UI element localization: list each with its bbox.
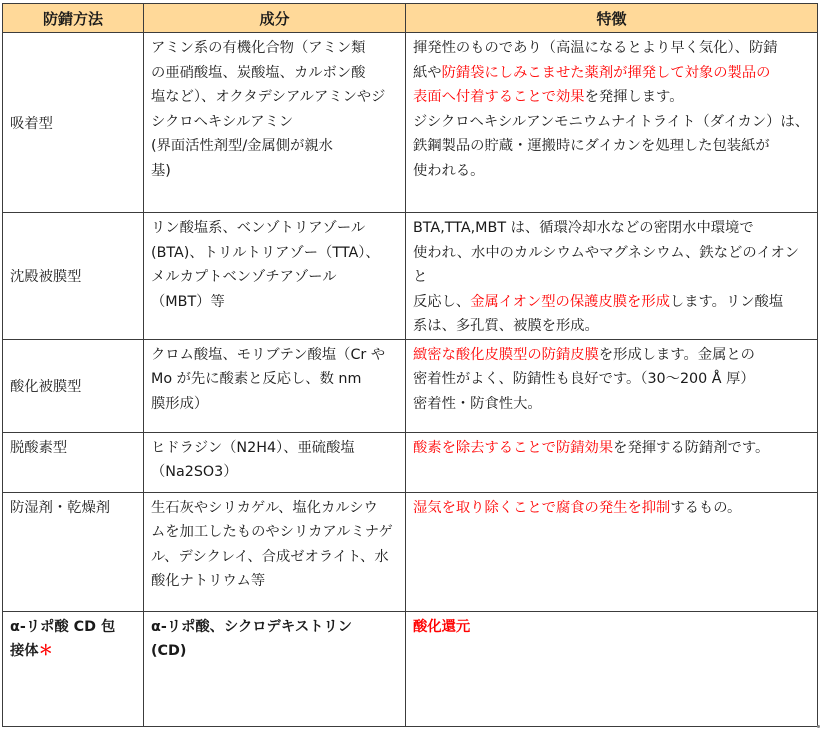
header-component: 成分: [144, 4, 406, 33]
component-line: 塩など）、オクタデシアルアミンやジ: [151, 89, 386, 105]
method-cell: 酸化被膜型: [3, 339, 144, 432]
header-method: 防錆方法: [3, 4, 144, 33]
component-line: α-リポ酸、シクロデキストリン: [151, 618, 353, 635]
feature-line: 系は、多孔質、被膜を形成。: [413, 318, 599, 334]
feature-cell: [406, 611, 818, 727]
feature-text: 紙や: [413, 64, 442, 81]
feature-line: 揮発性のものであり（高温になるとより早く気化）、防錆: [413, 40, 778, 56]
component-cell: [144, 492, 406, 611]
component-line: (CD): [151, 643, 187, 659]
feature-line: 密着性がよく、防錆性も良好です。（30～200 Å 厚）: [413, 371, 755, 387]
feature-line: [413, 85, 811, 110]
feature-highlight: 防錆袋にしみこませた薬剤が揮発して対象の製品の: [441, 64, 771, 81]
component-line: (界面活性剤型/金属側が親水: [151, 138, 333, 154]
component-line: ヒドラジン（N2H4）、亜硫酸塩: [151, 439, 355, 456]
feature-cell: [406, 432, 818, 492]
method-cell: 防湿剤・乾燥剤: [3, 492, 144, 611]
feature-text: を形成します。金属との: [598, 346, 755, 363]
feature-text: 反応し、: [413, 293, 471, 310]
method-cell: [3, 611, 144, 727]
table-row: [3, 492, 818, 611]
component-line: （MBT）等: [151, 293, 225, 310]
feature-cell: [406, 213, 818, 340]
component-line: 基): [151, 162, 171, 179]
feature-line: ジシクロヘキシルアンモニウムナイトライト（ダイカン）は、: [413, 113, 810, 130]
component-cell: [144, 611, 406, 727]
header-row: [3, 4, 818, 33]
feature-line: [413, 61, 811, 86]
feature-highlight: 表面へ付着することで効果: [413, 89, 585, 105]
feature-highlight: 金属イオン型の保護皮膜を形成: [470, 293, 670, 310]
method-cell: 沈殿被膜型: [3, 213, 144, 340]
feature-line: 使われ、水中のカルシウムやマグネシウム、鉄などのイオンと: [413, 244, 800, 285]
header-feature: 特徴: [406, 4, 818, 33]
table-row: [3, 213, 818, 340]
feature-highlight: 湿気を取り除くことで腐食の発生を抑制: [413, 499, 671, 516]
feature-line: [413, 343, 811, 368]
table-row: [3, 33, 818, 213]
component-cell: [144, 33, 406, 213]
component-line: アミン系の有機化合物（アミン類: [151, 40, 366, 56]
component-line: リン酸塩系、ベンゾトリアゾール: [151, 220, 366, 236]
feature-highlight: 酸素を除去することで防錆効果: [413, 439, 614, 456]
rust-prevention-table: [2, 3, 818, 727]
method-cell: 吸着型: [3, 33, 144, 213]
feature-line: BTA,TTA,MBT は、循環冷却水などの密閉水中環境で: [413, 220, 754, 236]
method-text: 接体: [10, 643, 39, 659]
feature-text: を発揮します。: [584, 89, 684, 105]
table-row: [3, 611, 818, 727]
feature-line: 使われる。: [413, 162, 485, 179]
component-line: メルカプトベンゾチアゾール: [151, 269, 337, 285]
feature-text: するもの。: [670, 499, 742, 516]
component-line: (BTA)、トリルトリアゾー（TTA）、: [151, 244, 380, 261]
component-cell: [144, 339, 406, 432]
feature-highlight: 酸化還元: [413, 618, 471, 635]
table-row: [3, 432, 818, 492]
component-line: ル、デシクレイ、合成ゼオライト、水: [151, 548, 389, 565]
component-line: の亜硝酸塩、炭酸塩、カルボン酸: [151, 64, 366, 81]
asterisk-icon: ＊: [38, 643, 53, 659]
feature-line: [413, 290, 811, 315]
component-line: Mo が先に酸素と反応し、数 nm: [151, 371, 362, 387]
feature-line: [413, 496, 811, 521]
feature-cell: [406, 339, 818, 432]
table-row: [3, 339, 818, 432]
feature-highlight: 緻密な酸化皮膜型の防錆皮膜: [413, 346, 599, 363]
feature-line: [413, 436, 811, 461]
component-line: 膜形成）: [151, 395, 209, 412]
method-line: α-リポ酸 CD 包: [10, 618, 116, 635]
component-cell: [144, 432, 406, 492]
method-line: [10, 639, 137, 664]
feature-cell: [406, 492, 818, 611]
component-line: 酸化ナトリウム等: [151, 573, 266, 589]
feature-cell: [406, 33, 818, 213]
feature-text: します。リン酸塩: [669, 293, 784, 310]
component-line: （Na2SO3）: [151, 464, 238, 480]
feature-line: 鉄鋼製品の貯蔵・運搬時にダイカンを処理した包装紙が: [413, 138, 770, 154]
component-line: クロム酸塩、モリブテン酸塩（Cr や: [151, 346, 386, 363]
component-cell: [144, 213, 406, 340]
feature-text: を発揮する防錆剤です。: [613, 439, 770, 456]
feature-line: 密着性・防食性大。: [413, 395, 542, 412]
component-line: シクロヘキシルアミン: [151, 113, 294, 130]
component-line: ムを加工したものやシリカアルミナゲ: [151, 524, 393, 540]
component-line: 生石灰やシリカゲル、塩化カルシウ: [151, 499, 378, 516]
method-cell: 脱酸素型: [3, 432, 144, 492]
